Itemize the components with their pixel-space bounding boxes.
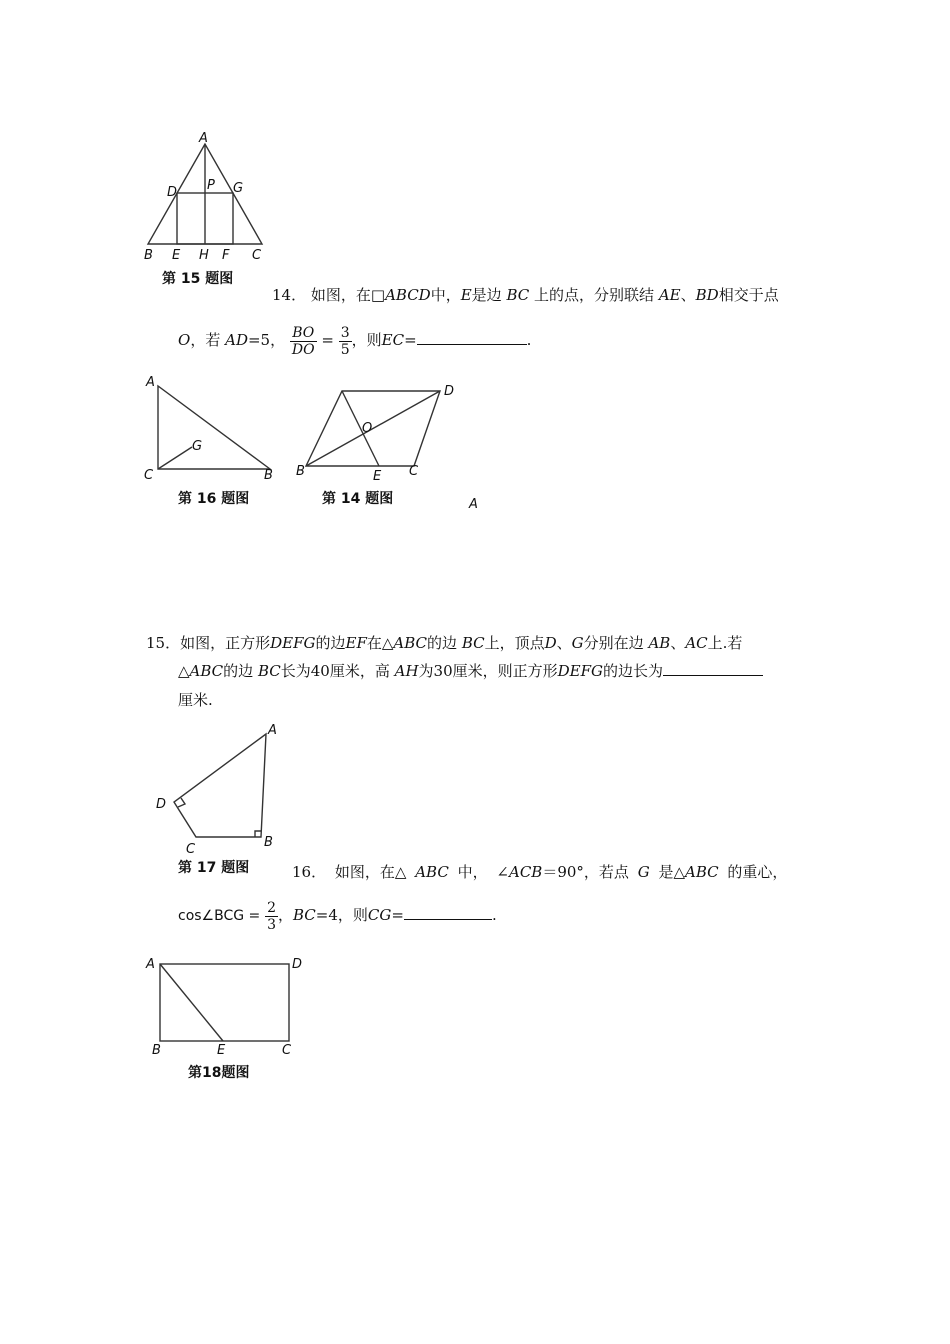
label-b: B (152, 1043, 161, 1058)
label-c: C (252, 248, 262, 263)
q15-line3: 厘米. (178, 691, 213, 709)
label-c: C (409, 464, 419, 479)
figure-14-caption: 第 14 题图 (322, 491, 394, 507)
figure-18-caption: 第18题图 (188, 1065, 250, 1081)
label-a: A (199, 131, 208, 146)
figure-14 (292, 380, 467, 485)
q14-fraction-bo-do: $\frac{BO}{DO}$ (291, 324, 315, 358)
figure-15-caption: 第 15 题图 (162, 271, 234, 287)
q15-line2: △ABC的边 BC长为40厘米，高 AH为30厘米，则正方形DEFG的边长为 (178, 661, 763, 681)
label-f: F (222, 248, 230, 263)
label-a: A (146, 375, 155, 390)
figure-16 (140, 372, 285, 484)
label-c: C (144, 468, 154, 483)
right-angle-mark-d (178, 798, 185, 807)
label-d: D (444, 384, 455, 399)
label-b: B (296, 464, 305, 479)
label-b: B (264, 468, 273, 483)
label-d: D (167, 185, 178, 200)
label-o: O (362, 421, 373, 436)
q14-number: 14． (272, 286, 307, 304)
triangle-acb (158, 386, 270, 469)
segment-ae (160, 964, 223, 1041)
q14-line1: 14． 如图，在□ABCD中，E是边 BC 上的点，分别联结 AE、BD相交于点 (272, 286, 779, 304)
label-c: C (186, 842, 196, 857)
label-e: E (172, 248, 181, 263)
q14-answer-blank[interactable] (417, 330, 527, 345)
label-p: P (207, 178, 215, 193)
q14-line2: O，若 AD=5， $\frac{BO}{DO}$ = $\frac{3}{5}$ ，则EC= . (178, 324, 532, 358)
q16-cos-expression: cos∠BCG = (178, 908, 261, 924)
figure-18 (140, 952, 310, 1060)
label-e: E (217, 1043, 226, 1058)
label-d: D (292, 957, 303, 972)
q16-answer-blank[interactable] (404, 905, 492, 920)
q16-fraction-2-3: $\frac{2}{3}$ (267, 899, 276, 933)
label-a: A (146, 957, 155, 972)
label-b: B (264, 835, 273, 850)
label-d: D (156, 797, 167, 812)
label-c: C (282, 1043, 292, 1058)
label-a: A (268, 723, 277, 738)
label-h: H (199, 248, 209, 263)
q14-fraction-3-5: $\frac{3}{5}$ (340, 324, 350, 358)
label-g: G (192, 439, 203, 454)
q15-answer-blank[interactable] (663, 661, 763, 676)
figure-15 (140, 128, 280, 268)
q15-line1: 15．如图，正方形DEFG的边EF在△ABC的边 BC上，顶点D、G分别在边 AB、AC上.若 (146, 634, 743, 652)
figure-16-caption: 第 16 题图 (178, 491, 250, 507)
q15-number: 15． (146, 634, 181, 652)
label-g: G (233, 181, 244, 196)
figure-17 (150, 720, 285, 858)
q16-line2: cos∠BCG = $\frac{2}{3}$ ，BC=4，则CG= . (178, 899, 497, 933)
label-b: B (144, 248, 153, 263)
right-angle-mark-b (255, 831, 261, 837)
rectangle-abcd (160, 964, 289, 1041)
quadrilateral-abcd (174, 734, 266, 837)
stray-label-a: A (469, 497, 478, 512)
q16-number: 16． (292, 863, 327, 881)
label-e: E (373, 469, 382, 484)
figure-17-caption: 第 17 题图 (178, 860, 250, 876)
segment-cg (158, 447, 192, 469)
q16-line1: 16． 如图，在△ ABC 中， ∠ACB＝90°，若点 G 是△ABC 的重心， (292, 863, 788, 881)
